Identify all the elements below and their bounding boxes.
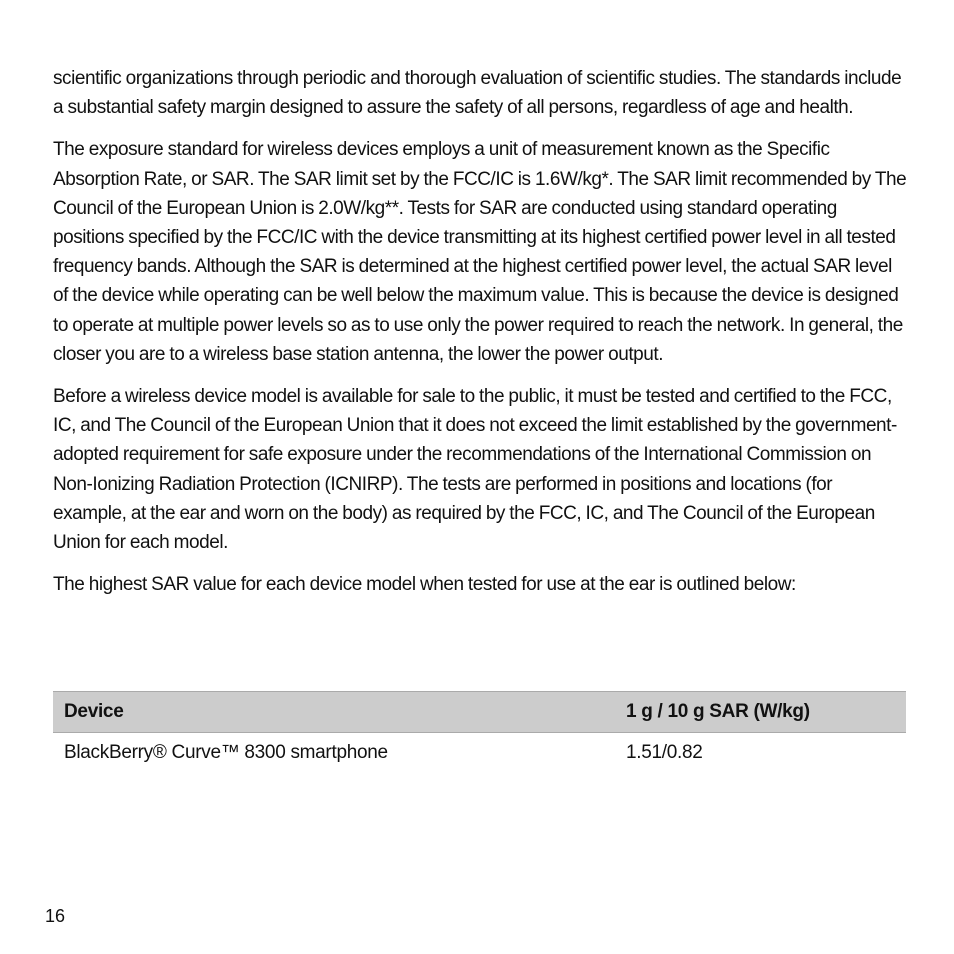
document-body — [53, 64, 909, 599]
paragraph-certification: Before a wireless device model is available for sale to the public, it must be tested and certified to the FCC, IC, and The Council of the European Union that it does not exceed the limit established by the government-adopted requirement for safe exposure under the recommendations of the International Commission on Non-Ionizing Radiation Protection (ICNIRP). The tests are performed in positions and locations (for example, at the ear and worn on the body) as required by the FCC, IC, and The Council of the European Union for each model. — [53, 386, 897, 554]
paragraph-highest-sar-intro: The highest SAR value for each device model when tested for use at the ear is outlined below: — [53, 574, 796, 596]
sar-table — [53, 691, 906, 773]
column-header-device: Device — [53, 692, 619, 733]
cell-sar-value: 1.51/0.82 — [626, 742, 703, 763]
cell-device-name: BlackBerry® Curve™ 8300 smartphone — [64, 742, 388, 763]
paragraph-sar-definition: The exposure standard for wireless devices employs a unit of measurement known as the Specific Absorption Rate, or SAR. The SAR limit set by the FCC/IC is 1.6W/kg*. The SAR limit recommended by The Council of the European Union is 2.0W/kg**. Tests for SAR are conducted using standard operating positions specified by the FCC/IC with the device transmitting at its highest certified power level in all tested frequency bands. Although the SAR is determined at the highest certified power level, the actual SAR level of the device while operating can be well below the maximum value. This is because the device is designed to operate at multiple power levels so as to use only the power required to reach the network. In general, the closer you are to a wireless base station antenna, the lower the power output. — [53, 139, 907, 365]
table-row — [53, 733, 906, 774]
table-header-row — [53, 692, 906, 733]
paragraph-safety-margin: scientific organizations through periodic and thorough evaluation of scientific studies. The standards include a substantial safety margin designed to assure the safety of all persons, regardless of age and health. — [53, 68, 902, 119]
column-header-sar: 1 g / 10 g SAR (W/kg) — [619, 692, 906, 733]
page-number: 16 — [45, 906, 66, 926]
